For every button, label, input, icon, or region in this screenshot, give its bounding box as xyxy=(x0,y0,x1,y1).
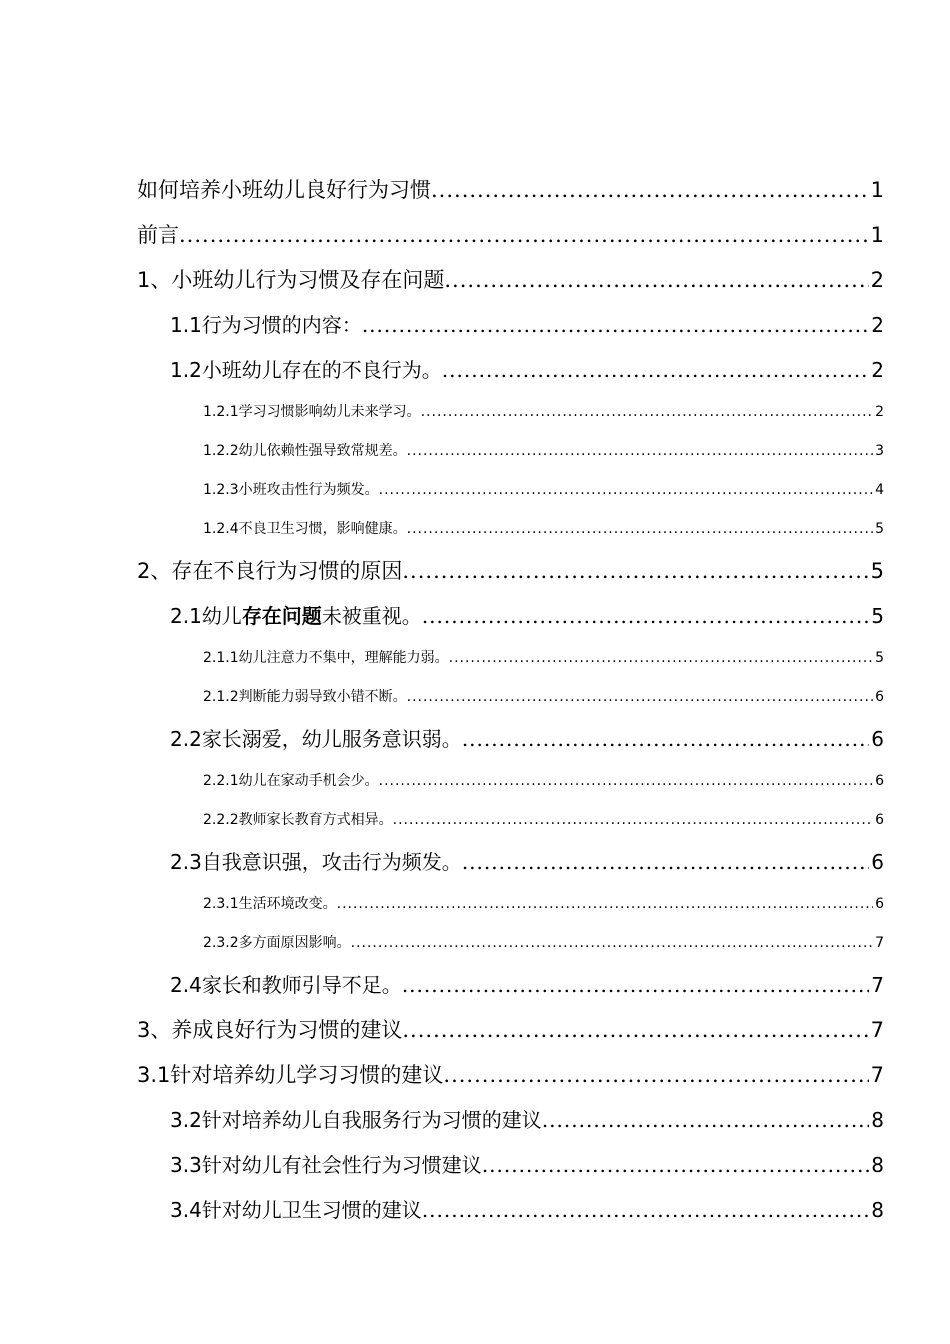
toc-title: 教师家长教育方式相异。 xyxy=(238,812,393,828)
toc-entry-preface[interactable] xyxy=(137,213,884,258)
toc-entry-2-1[interactable] xyxy=(137,594,884,639)
toc-page: 2 xyxy=(871,358,884,382)
toc-entry-3-4[interactable] xyxy=(137,1188,884,1233)
toc-leader xyxy=(442,348,869,393)
toc-page: 6 xyxy=(871,850,884,874)
toc-entry-2-2[interactable] xyxy=(137,717,884,762)
toc-page: 6 xyxy=(875,689,884,705)
toc-number: 2.2.1 xyxy=(203,773,239,789)
toc-leader xyxy=(337,885,873,924)
toc-leader xyxy=(444,258,868,303)
toc-number: 2.1.1 xyxy=(203,650,239,666)
toc-leader xyxy=(443,1053,868,1098)
toc-title: 自我意识强，攻击行为频发。 xyxy=(201,850,462,874)
toc-number: 1.2 xyxy=(170,358,202,382)
toc-page: 7 xyxy=(870,1063,884,1087)
toc-number: 3.1 xyxy=(137,1063,171,1087)
toc-entry-title[interactable] xyxy=(137,168,884,213)
toc-page: 8 xyxy=(871,1198,884,1222)
toc-page: 2 xyxy=(870,268,884,292)
toc-number: 2.2 xyxy=(170,727,202,751)
toc-number: 1.2.1 xyxy=(203,404,239,420)
toc-leader xyxy=(362,303,869,348)
toc-page: 1 xyxy=(870,223,884,247)
toc-number: 2.2.2 xyxy=(203,812,239,828)
toc-entry-3-2[interactable] xyxy=(137,1098,884,1143)
toc-leader xyxy=(402,1008,868,1053)
toc-entry-3[interactable] xyxy=(137,1008,884,1053)
toc-page: 8 xyxy=(871,1153,884,1177)
toc-number: 3.2 xyxy=(170,1108,202,1132)
toc-title: 幼儿在家动手机会少。 xyxy=(238,773,379,789)
toc-number: 2.3.2 xyxy=(203,935,239,951)
toc-leader xyxy=(379,471,873,510)
toc-leader xyxy=(179,213,869,258)
toc-entry-1[interactable] xyxy=(137,258,884,303)
toc-number: 2.1 xyxy=(170,604,202,628)
toc-number: 3.4 xyxy=(170,1198,202,1222)
toc-title: 家长和教师引导不足。 xyxy=(201,973,402,997)
toc-leader xyxy=(402,549,868,594)
toc-entry-2-4[interactable] xyxy=(137,963,884,1008)
toc-entry-1-2-2[interactable] xyxy=(137,432,884,471)
toc-title: 针对幼儿有社会性行为习惯建议 xyxy=(201,1153,482,1177)
toc-leader xyxy=(542,1098,869,1143)
toc-title: 幼儿 xyxy=(201,604,242,628)
toc-entry-2-3[interactable] xyxy=(137,840,884,885)
toc-title: 针对幼儿卫生习惯的建议 xyxy=(201,1198,422,1222)
toc-number: 2.3 xyxy=(170,850,202,874)
toc-entry-1-1[interactable] xyxy=(137,303,884,348)
toc-page: 5 xyxy=(870,559,884,583)
toc-page: 5 xyxy=(875,650,884,666)
toc-title: 针对培养幼儿自我服务行为习惯的建议 xyxy=(201,1108,542,1132)
toc-title: 如何培养小班幼儿良好行为习惯 xyxy=(137,178,431,202)
toc-leader xyxy=(431,168,869,213)
toc-entry-2-1-2[interactable] xyxy=(137,678,884,717)
toc-number: 3、 xyxy=(137,1018,172,1042)
toc-title: 针对培养幼儿学习习惯的建议 xyxy=(170,1063,444,1087)
toc-page: 6 xyxy=(875,812,884,828)
toc-page: 4 xyxy=(875,482,884,498)
toc-number: 1.1 xyxy=(170,313,202,337)
toc-entry-2-2-2[interactable] xyxy=(137,801,884,840)
toc-entry-2-1-1[interactable] xyxy=(137,639,884,678)
toc-page: 8 xyxy=(871,1108,884,1132)
toc-page: 7 xyxy=(875,935,884,951)
toc-page: 1 xyxy=(870,178,884,202)
toc-title: 家长溺爱，幼儿服务意识弱。 xyxy=(201,727,462,751)
toc-title-emphasis: 存在问题 xyxy=(241,604,322,628)
toc-entry-1-2[interactable] xyxy=(137,348,884,393)
toc-title: 幼儿注意力不集中，理解能力弱。 xyxy=(238,650,449,666)
toc-title: 行为习惯的内容： xyxy=(201,313,362,337)
toc-entry-2-3-1[interactable] xyxy=(137,885,884,924)
toc-leader xyxy=(449,639,873,678)
toc-page: 5 xyxy=(875,521,884,537)
toc-title: 多方面原因影响。 xyxy=(238,935,351,951)
toc-title-tail: 未被重视。 xyxy=(321,604,422,628)
toc-title: 学习习惯影响幼儿未来学习。 xyxy=(238,404,421,420)
toc-title: 存在不良行为习惯的原因 xyxy=(171,559,403,583)
table-of-contents xyxy=(137,168,884,1233)
toc-number: 1.2.3 xyxy=(203,482,239,498)
toc-page: 6 xyxy=(875,773,884,789)
toc-title: 生活环境改变。 xyxy=(238,896,337,912)
toc-title: 前言 xyxy=(137,223,179,247)
toc-title: 不良卫生习惯，影响健康。 xyxy=(238,521,407,537)
toc-entry-2[interactable] xyxy=(137,549,884,594)
toc-number: 2.3.1 xyxy=(203,896,239,912)
toc-number: 1.2.2 xyxy=(203,443,239,459)
toc-number: 1、 xyxy=(137,268,172,292)
toc-leader xyxy=(421,393,873,432)
toc-entry-1-2-1[interactable] xyxy=(137,393,884,432)
toc-leader xyxy=(351,924,873,963)
toc-entry-1-2-4[interactable] xyxy=(137,510,884,549)
toc-entry-2-3-2[interactable] xyxy=(137,924,884,963)
toc-leader xyxy=(422,1188,869,1233)
toc-page: 3 xyxy=(875,443,884,459)
toc-page: 7 xyxy=(870,1018,884,1042)
toc-number: 2、 xyxy=(137,559,172,583)
toc-page: 2 xyxy=(871,313,884,337)
toc-leader xyxy=(422,594,869,639)
toc-page: 6 xyxy=(875,896,884,912)
toc-title: 幼儿依赖性强导致常规差。 xyxy=(238,443,407,459)
toc-page: 2 xyxy=(875,404,884,420)
toc-number: 2.4 xyxy=(170,973,202,997)
toc-leader xyxy=(402,963,869,1008)
toc-number: 1.2.4 xyxy=(203,521,239,537)
toc-entry-3-1[interactable] xyxy=(137,1053,884,1098)
toc-entry-1-2-3[interactable] xyxy=(137,471,884,510)
toc-leader xyxy=(393,801,873,840)
toc-title: 养成良好行为习惯的建议 xyxy=(171,1018,403,1042)
toc-title: 判断能力弱导致小错不断。 xyxy=(238,689,407,705)
toc-number: 3.3 xyxy=(170,1153,202,1177)
toc-page: 7 xyxy=(871,973,884,997)
toc-page: 6 xyxy=(871,727,884,751)
toc-title: 小班幼儿行为习惯及存在问题 xyxy=(171,268,445,292)
toc-leader xyxy=(462,717,869,762)
toc-leader xyxy=(462,840,869,885)
toc-entry-2-2-1[interactable] xyxy=(137,762,884,801)
toc-leader xyxy=(407,432,873,471)
toc-title: 小班攻击性行为频发。 xyxy=(238,482,379,498)
toc-page: 5 xyxy=(871,604,884,628)
toc-leader xyxy=(482,1143,869,1188)
toc-leader xyxy=(407,510,873,549)
toc-entry-3-3[interactable] xyxy=(137,1143,884,1188)
toc-leader xyxy=(379,762,873,801)
toc-title: 小班幼儿存在的不良行为。 xyxy=(201,358,442,382)
toc-number: 2.1.2 xyxy=(203,689,239,705)
toc-leader xyxy=(407,678,873,717)
